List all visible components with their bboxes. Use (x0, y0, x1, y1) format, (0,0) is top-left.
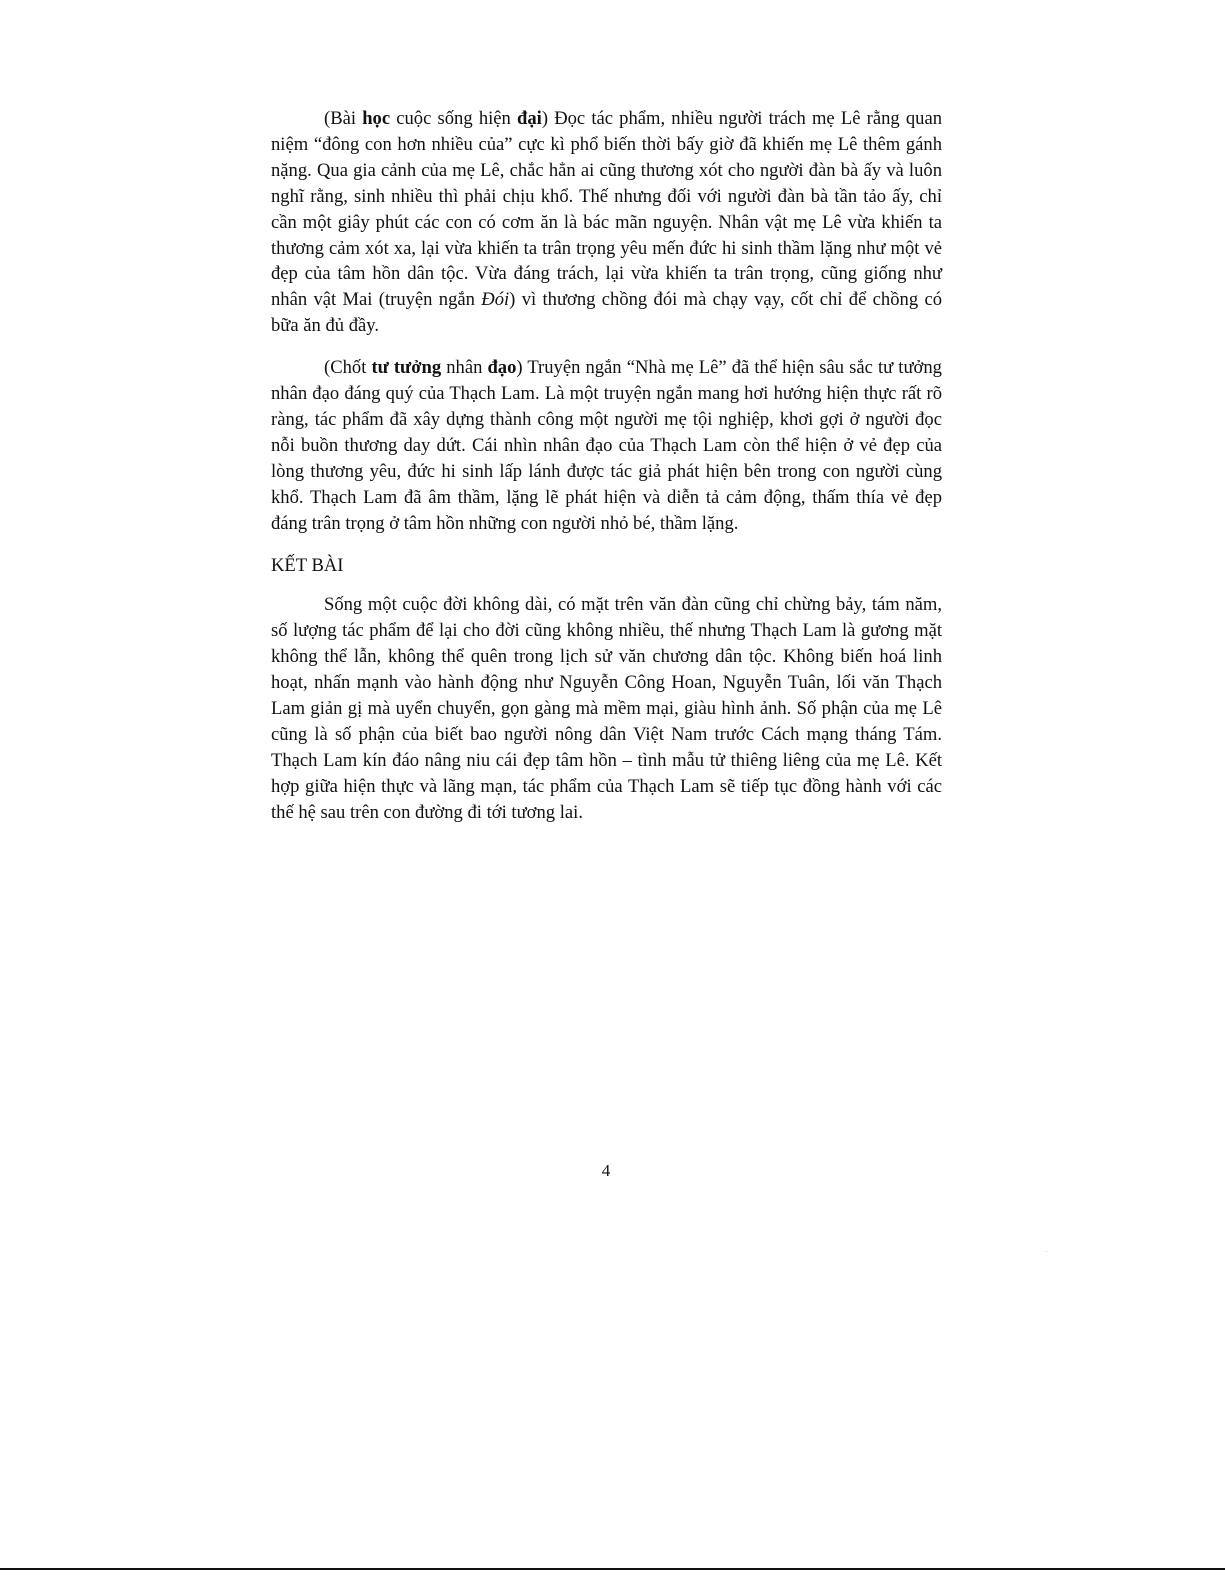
text-run: (Chốt (324, 357, 372, 379)
page-number: 4 (601, 1161, 611, 1180)
body-text (271, 106, 942, 826)
paragraph-ket-bai: Sống một cuộc đời không dài, có mặt trên văn đàn cũng chỉ chừng bảy, tám năm, số lượng tác phẩm để lại cho đời cũng không nhiều, thế nhưng Thạch Lam là gương mặt không thể lẫn, không thể quên trong lịch sử văn chương dân tộc. Không biến hoá linh hoạt, nhấn mạnh vào hành động như Nguyễn Công Hoan, Nguyễn Tuân, lối văn Thạch Lam giản gị mà uyển chuyển, gọn gàng mà mềm mại, giàu hình ảnh. Số phận của mẹ Lê cũng là số phận của biết bao người nông dân Việt Nam trước Cách mạng tháng Tám. Thạch Lam kín đáo nâng niu cái đẹp tâm hồn – tình mẫu tử thiêng liêng của mẹ Lê. Kết hợp giữa hiện thực và lãng mạn, tác phẩm của Thạch Lam sẽ tiếp tục đồng hành với các thế hệ sau trên con đường đi tới tương lai. (271, 594, 942, 823)
scan-speck (1046, 1251, 1047, 1252)
text-run: (Bài (324, 108, 363, 129)
text-run: ) Truyện ngắn “Nhà mẹ Lê” đã thể hiện sâu sắc tư tưởng nhân đạo đáng quý của Thạch Lam. Là một truyện ngắn mang hơi hướng hiện thực rất rõ ràng, tác phẩm đã xây dựng thành công một người mẹ tội nghiệp, khơi gợi ở người đọc nỗi buồn thương day dứt. Cái nhìn nhân đạo của Thạch Lam còn thể hiện ở vẻ đẹp của lòng thương yêu, đức hi sinh lấp lánh được tác giả phát hiện bên trong con người cùng khổ. Thạch Lam đã âm thầm, lặng lẽ phát hiện và diễn tả cảm động, thấm thía vẻ đẹp đáng trân trọng ở tâm hồn những con người nhỏ bé, thầm lặng. (271, 357, 942, 534)
text-run: cuộc sống hiện (390, 108, 518, 129)
bold-run: đạo (487, 357, 517, 379)
text-run: ) vì thương chồng đói mà chạy vạy, cốt chỉ để chồng có bữa ăn đủ đầy. (271, 289, 942, 337)
text-run: nhân (441, 357, 488, 379)
paragraph-chot-tu-tuong-nhan-dao (271, 355, 942, 536)
bold-run: tư tưởng (371, 357, 442, 379)
bold-run: học (362, 108, 391, 129)
text-run: ) Đọc tác phẩm, nhiều người trách mẹ Lê rằng quan niệm “đông con hơn nhiều của” cực kì phổ biến thời bấy giờ đã khiến mẹ Lê thêm gánh nặng. Qua gia cảnh của mẹ Lê, chắc hẳn ai cũng thương xót cho người đàn bà ấy và luôn nghĩ rằng, sinh nhiều thì phải chịu khổ. Thế nhưng đối với người đàn bà tần tảo ấy, chỉ cần một giây phút các con có cơm ăn là bác mãn nguyện. Nhân vật mẹ Lê vừa khiến ta thương cảm xót xa, lại vừa khiến ta trân trọng yêu mến đức hi sinh thầm lặng như một vẻ đẹp của tâm hồn dân tộc. Vừa đáng trách, lại vừa khiến ta trân trọng, cũng giống như nhân vật Mai (truyện ngắn (271, 108, 942, 311)
italic-run: Đói (481, 289, 510, 311)
paragraph-bai-hoc-cuoc-song-hien-dai (271, 106, 942, 339)
bold-run: đại (517, 108, 542, 129)
bottom-edge-line (0, 1568, 1225, 1570)
section-heading-ket-bai: KẾT BÀI (271, 554, 344, 576)
